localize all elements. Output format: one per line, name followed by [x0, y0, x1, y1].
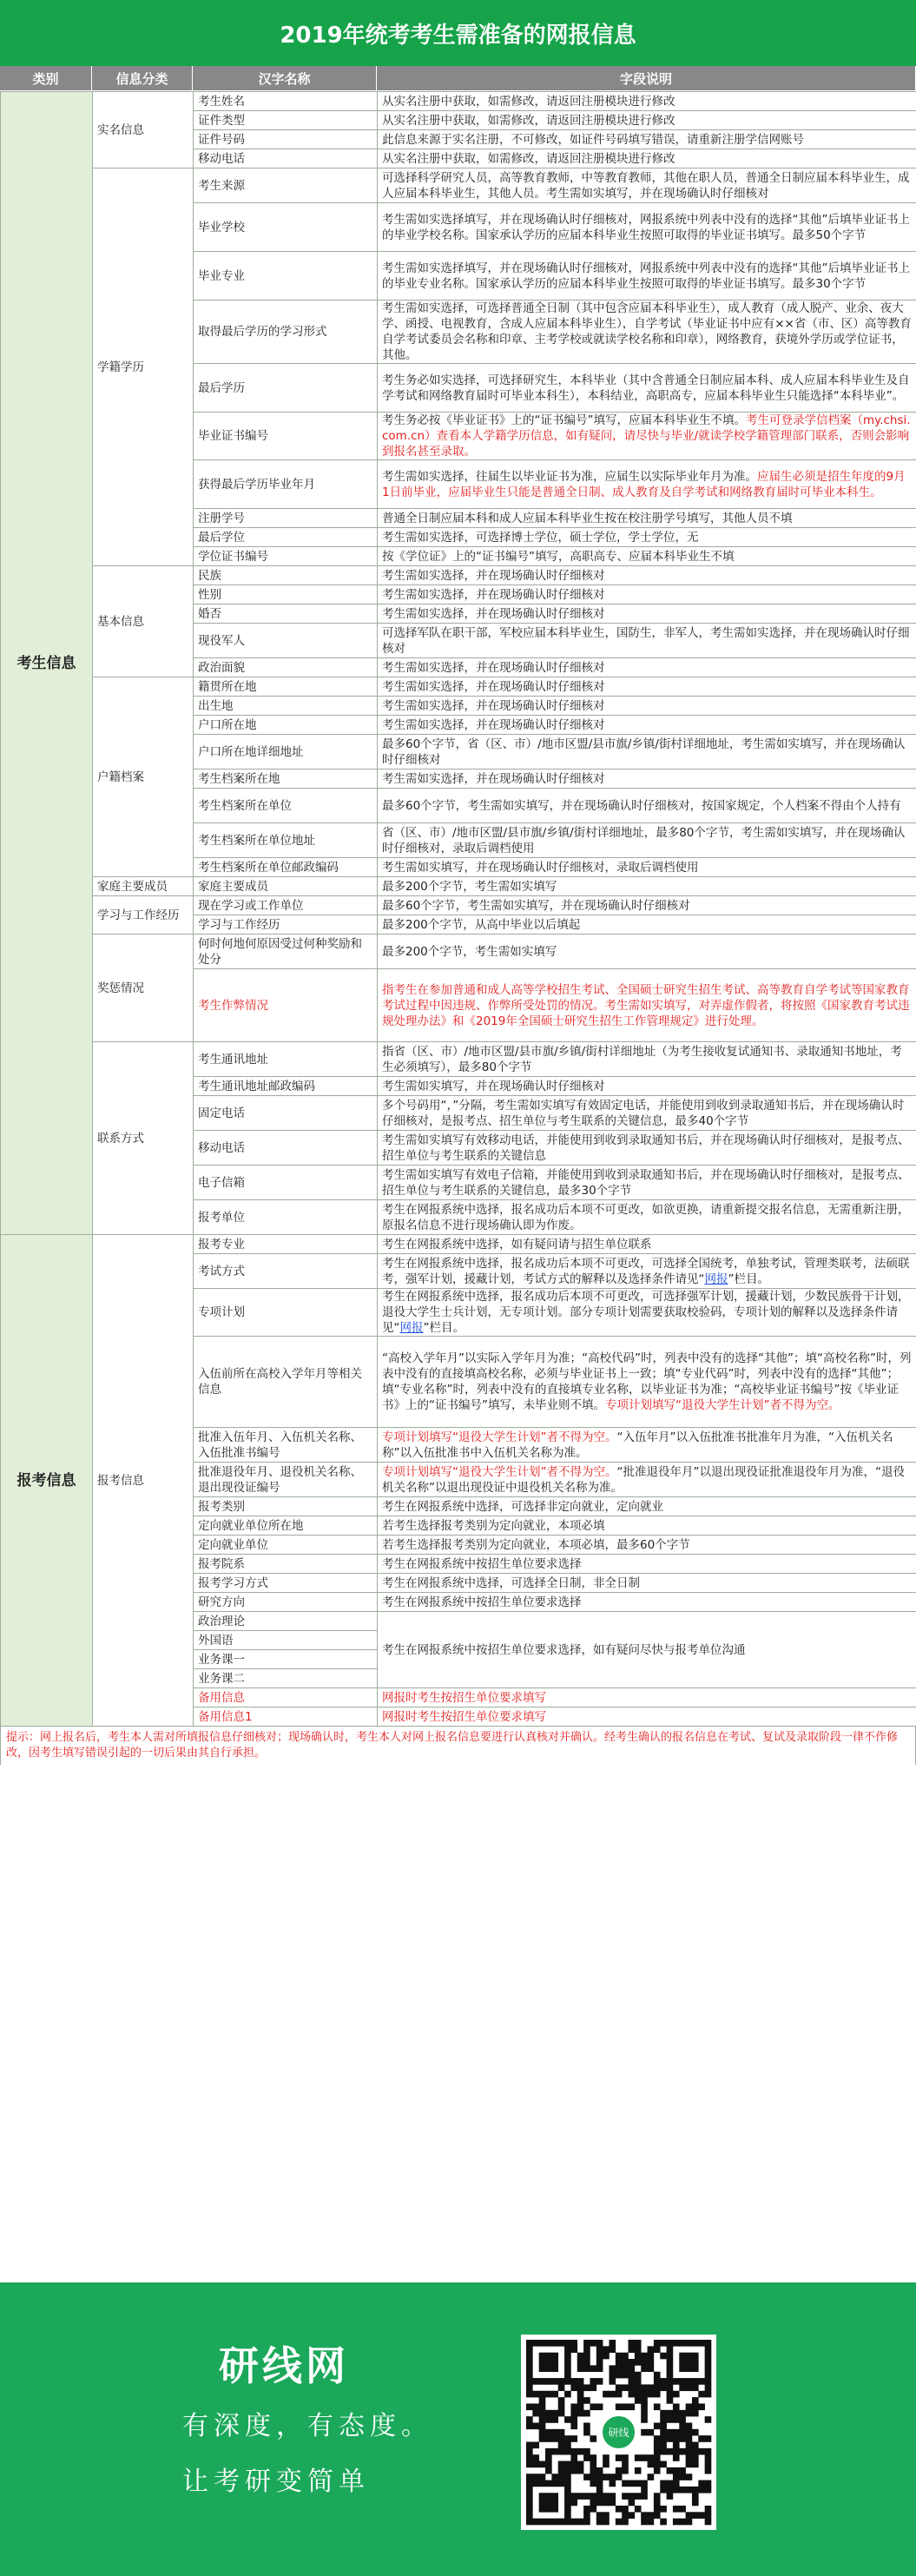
desc-text: 考生需如实选择，并在现场确认时仔细核对 — [382, 660, 605, 675]
field-name: 婚否 — [194, 604, 378, 624]
field-name: 取得最后学历的学习形式 — [194, 301, 378, 364]
field-name: 定向就业单位所在地 — [194, 1516, 378, 1536]
field-desc — [378, 935, 916, 969]
qr-code-image — [521, 2335, 716, 2530]
desc-text: 可选择科学研究人员，高等教育教师，中等教育教师，其他在职人员，普通全日制应届本科毕业生，成人应届本科毕业生，其他人员。考生需如实填写，并在现场确认时仔细核对 — [382, 170, 910, 201]
field-desc — [378, 1235, 916, 1254]
field-name: 报考学习方式 — [194, 1574, 378, 1593]
desc-text: 可选择军队在职干部，军校应届本科毕业生，国防生，非军人，考生需如实选择，并在现场确认时仔细核对 — [382, 625, 910, 656]
field-name: 政治理论 — [194, 1612, 378, 1631]
field-name: 电子信箱 — [194, 1166, 378, 1200]
field-name: 考生来源 — [194, 168, 378, 203]
field-name: 毕业学校 — [194, 203, 378, 252]
desc-text: 考生需如实选择，并在现场确认时仔细核对 — [382, 698, 605, 713]
desc-text: 考生务必按《毕业证书》上的“证书编号”填写，应届本科毕业生不填。 — [382, 413, 746, 427]
field-desc — [378, 130, 916, 149]
desc-text: 考生需如实选择，并在现场确认时仔细核对 — [382, 717, 605, 732]
desc-text: 考生需如实选择填写，并在现场确认时仔细核对，网报系统中列表中没有的选择“其他”后填毕业证书上的毕业专业名称。国家承认学历的应届本科毕业生按照可取得的毕业证书填写。最多30个字节 — [382, 261, 910, 291]
field-desc — [378, 658, 916, 677]
field-desc — [378, 1200, 916, 1235]
field-desc — [378, 789, 916, 823]
desc-text: 此信息来源于实名注册，不可修改，如证件号码填写错误，请重新注册学信网账号 — [382, 132, 804, 147]
field-desc — [378, 1574, 916, 1593]
field-desc — [378, 1042, 916, 1077]
field-name: 考试方式 — [194, 1254, 378, 1289]
field-desc — [378, 604, 916, 624]
table-header — [0, 66, 916, 91]
page-title: 2019年统考考生需准备的网报信息 — [0, 0, 916, 66]
field-name: 考生姓名 — [194, 92, 378, 111]
desc-red: 指考生在参加普通和成人高等学校招生考试、全国硕士研究生招生考试、高等教育自学考试等国家教育考试过程中因违规、作弊所受处罚的情况。考生需如实填写，对弄虚作假者，将按照《国家教育考试违规处理办法》和《2019年全国硕士研究生招生工作管理规定》进行处理。 — [382, 982, 910, 1028]
desc-red: 考生可登录学信档案（my.chsi.com.cn）查看本人学籍学历信息，如有疑问，请尽快与毕业/就读学校学籍管理部门联系，否则会影响到报名甚至录取。 — [382, 413, 911, 459]
field-desc — [378, 111, 916, 130]
field-name: 考生作弊情况 — [194, 969, 378, 1042]
desc-text: 若考生选择报考类别为定向就业，本项必填 — [382, 1518, 605, 1533]
field-name: 考生通讯地址邮政编码 — [194, 1077, 378, 1096]
field-name: 报考类别 — [194, 1497, 378, 1516]
field-desc — [378, 624, 916, 658]
field-desc — [378, 735, 916, 769]
field-name: 证件号码 — [194, 130, 378, 149]
field-desc — [378, 697, 916, 716]
desc-text: 从实名注册中获取，如需修改，请返回注册模块进行修改 — [382, 113, 675, 128]
desc-text: 多个号码用“，”分隔，考生需如实填写有效固定电话，并能使用到收到录取通知书后，并在现场确认时仔细核对，是报考点、招生单位与考生联系的关键信息，最多40个字节 — [382, 1098, 905, 1128]
field-name: 备用信息1 — [194, 1707, 378, 1727]
field-desc — [378, 1497, 916, 1516]
field-desc — [378, 823, 916, 858]
header-desc: 字段说明 — [377, 66, 916, 90]
field-name: 批准退役年月、退役机关名称、退出现役证编号 — [194, 1463, 378, 1497]
desc-red: 专项计划填写“退役大学生计划”者不得为空。 — [382, 1464, 617, 1479]
group-cell: 奖惩情况 — [93, 935, 194, 1042]
desc-text: 考生需如实填写，并在现场确认时仔细核对 — [382, 1079, 605, 1093]
field-name: 报考单位 — [194, 1200, 378, 1235]
field-desc — [378, 969, 916, 1042]
field-name: 毕业证书编号 — [194, 413, 378, 460]
group-cell: 家庭主要成员 — [93, 877, 194, 896]
group-cell: 报考信息 — [93, 1235, 194, 1727]
header-group: 信息分类 — [92, 66, 193, 90]
wangbao-link[interactable]: 网报 — [704, 1271, 728, 1286]
field-desc — [378, 1593, 916, 1612]
desc-text: 考生需如实填写有效移动电话，并能使用到收到录取通知书后，并在现场确认时仔细核对，是报考点、招生单位与考生联系的关键信息 — [382, 1133, 910, 1163]
desc-text: “批准退役年月”以退出现役证批准退役年月为准，“退役机关名称”以退出现役证中退役机关名称为准。 — [382, 1464, 905, 1495]
desc-text: 考生需如实选择，并在现场确认时仔细核对 — [382, 771, 605, 786]
field-name: 入伍前所在高校入学年月等相关信息 — [194, 1337, 378, 1428]
field-desc — [378, 677, 916, 697]
desc-red: 网报时考生按招生单位要求填写 — [382, 1690, 546, 1705]
desc-text-tail: ”栏目。 — [423, 1321, 465, 1335]
info-table — [0, 91, 916, 1727]
table-row — [1, 92, 916, 111]
field-desc — [378, 1428, 916, 1463]
field-name: 户口所在地详细地址 — [194, 735, 378, 769]
field-name: 报考专业 — [194, 1235, 378, 1254]
desc-text: 考生需如实选择，可选择普通全日制（其中包含应届本科毕业生），成人教育（成人脱产、业余、夜大学、函授、电视教育，含成人应届本科毕业生），自学考试（毕业证书中应有××省（市、区）高等教育自学考试委员会名称和印章、主考学校或就读学校名称和印章），网络教育，获境外学历或学位证书，其他。 — [382, 301, 912, 362]
desc-text: 最多200个字节，考生需如实填写 — [382, 944, 557, 959]
desc-text: 考生需如实填写，并在现场确认时仔细核对，录取后调档使用 — [382, 860, 699, 875]
desc-text: 最多60个字节，考生需如实填写，并在现场确认时仔细核对，按国家规定，个人档案不得由个人持有 — [382, 798, 901, 813]
desc-text: 考生在网报系统中选择，可选择全日制，非全日制 — [382, 1575, 640, 1590]
field-name: 外国语 — [194, 1631, 378, 1650]
header-category: 类别 — [0, 66, 92, 90]
field-name: 定向就业单位 — [194, 1536, 378, 1555]
table-row — [1, 168, 916, 203]
field-desc — [378, 1166, 916, 1200]
table-row — [1, 935, 916, 969]
group-cell: 实名信息 — [93, 92, 194, 168]
field-name: 注册学号 — [194, 509, 378, 528]
desc-text: 考生需如实选择，并在现场确认时仔细核对 — [382, 587, 605, 602]
field-desc — [378, 896, 916, 915]
slogan-line-2: 让考研变简单 — [182, 2467, 370, 2497]
desc-text: 最多200个字节，考生需如实填写 — [382, 879, 557, 894]
field-name: 移动电话 — [194, 1131, 378, 1166]
desc-red: 专项计划填写“退役大学生计划”者不得为空。 — [605, 1398, 840, 1412]
group-cell: 学习与工作经历 — [93, 896, 194, 935]
field-name: 考生档案所在地 — [194, 769, 378, 789]
field-name: 研究方向 — [194, 1593, 378, 1612]
field-name: 专项计划 — [194, 1289, 378, 1337]
field-desc — [378, 769, 916, 789]
desc-text: 考生在网报系统中选择，报名成功后本项不可更改，可选择全国统考，单独考试，管理类联考，法硕联考，强军计划，援藏计划，考试方式的解释以及选择条件请见“ — [382, 1256, 910, 1286]
field-desc — [378, 1077, 916, 1096]
desc-text: 考生在网报系统中选择，可选择非定向就业，定向就业 — [382, 1499, 663, 1514]
desc-text: 若考生选择报考类别为定向就业，本项必填，最多60个字节 — [382, 1537, 690, 1552]
desc-red: 网报时考生按招生单位要求填写 — [382, 1709, 546, 1724]
field-name: 最后学历 — [194, 364, 378, 413]
field-desc — [378, 1289, 916, 1337]
desc-text: 从实名注册中获取，如需修改，请返回注册模块进行修改 — [382, 151, 675, 166]
table-row — [1, 1235, 916, 1254]
field-name: 何时何地何原因受过何种奖励和处分 — [194, 935, 378, 969]
desc-text: 考生在网报系统中选择，报名成功后本项不可更改，如欲更换，请重新提交报名信息，无需重新注册，原报名信息不进行现场确认即为作废。 — [382, 1202, 910, 1232]
desc-text: 考生需如实选择，并在现场确认时仔细核对 — [382, 606, 605, 621]
group-cell: 基本信息 — [93, 566, 194, 677]
desc-text: 最多60个字节，考生需如实填写，并在现场确认时仔细核对 — [382, 898, 690, 913]
field-name: 固定电话 — [194, 1096, 378, 1131]
desc-red: 专项计划填写“退役大学生计划”者不得为空。 — [382, 1430, 617, 1444]
field-name: 业务课二 — [194, 1669, 378, 1688]
category-cell: 考生信息 — [1, 92, 93, 1235]
desc-text: “高校入学年月”以实际入学年月为准；“高校代码”时，列表中没有的选择“其他”；填“高校名称”时，列表中没有的直接填高校名称，必须与毕业证书上一致；填“专业代码”时，列表中没有的选择“其他”；填“专业名称”时，列表中没有的直接填专业名称，以毕业证书为准；“高校毕业证书编号”按《毕业证书》上的“证书编号”填写，未毕业则不填。 — [382, 1351, 912, 1412]
field-name: 考生通讯地址 — [194, 1042, 378, 1077]
table-row — [1, 896, 916, 915]
desc-text: 考生在网报系统中选择，如有疑问请与招生单位联系 — [382, 1237, 652, 1252]
field-desc — [378, 585, 916, 604]
field-desc — [378, 413, 916, 460]
field-name: 现役军人 — [194, 624, 378, 658]
field-desc — [378, 1254, 916, 1289]
field-name: 出生地 — [194, 697, 378, 716]
field-desc — [378, 566, 916, 585]
slogan-line-1: 有深度，有态度。 — [182, 2411, 432, 2441]
qr-code[interactable] — [521, 2335, 716, 2530]
field-name: 备用信息 — [194, 1688, 378, 1707]
group-cell: 户籍档案 — [93, 677, 194, 877]
desc-text: 考生务必如实选择，可选择研究生，本科毕业（其中含普通全日制应届本科、成人应届本科毕业生及自学考试和网络教育届时可毕业本科生），本科结业，高职高专，应届本科毕业生只能选择“本科毕业”。 — [382, 373, 910, 403]
desc-text: 考生需如实选择，往届生以毕业证书为准，应届生以实际毕业年月为准。 — [382, 469, 757, 484]
field-name: 考生档案所在单位 — [194, 789, 378, 823]
desc-text: 普通全日制应届本科和成人应届本科毕业生按在校注册学号填写，其他人员不填 — [382, 511, 793, 525]
field-desc — [378, 301, 916, 364]
field-name: 毕业专业 — [194, 252, 378, 301]
field-desc — [378, 364, 916, 413]
field-name: 籍贯所在地 — [194, 677, 378, 697]
footer-note: 提示：网上报名后，考生本人需对所填报信息仔细核对；现场确认时，考生本人对网上报名信息要进行认真核对并确认。经考生确认的报名信息在考试、复试及录取阶段一律不作修改，因考生填写错误引起的一切后果由其自行承担。 — [0, 1727, 916, 1765]
table-row — [1, 677, 916, 697]
field-name: 报考院系 — [194, 1555, 378, 1574]
field-desc — [378, 509, 916, 528]
field-name: 考生档案所在单位地址 — [194, 823, 378, 858]
desc-text: 考生需如实选择填写，并在现场确认时仔细核对，网报系统中列表中没有的选择“其他”后填毕业证书上的毕业学校名称。国家承认学历的应届本科毕业生按照可取得的毕业证书填写。最多50个字节 — [382, 212, 910, 242]
field-name: 性别 — [194, 585, 378, 604]
desc-text: 指省（区、市）/地市区盟/县市旗/乡镇/街村详细地址（为考生接收复试通知书、录取通知书地址，考生必须填写），最多80个字节 — [382, 1044, 902, 1074]
field-name: 考生档案所在单位邮政编码 — [194, 858, 378, 877]
field-desc — [378, 1516, 916, 1536]
field-desc — [378, 460, 916, 509]
field-name: 业务课一 — [194, 1650, 378, 1669]
field-name: 学习与工作经历 — [194, 915, 378, 935]
promo-banner — [0, 2282, 916, 2576]
field-name: 批准入伍年月、入伍机关名称、入伍批准书编号 — [194, 1428, 378, 1463]
desc-text: 按《学位证》上的“证书编号”填写，高职高专、应届本科毕业生不填 — [382, 549, 735, 564]
field-desc — [378, 528, 916, 547]
field-desc — [378, 1337, 916, 1428]
field-desc — [378, 252, 916, 301]
field-desc — [378, 92, 916, 111]
field-desc — [378, 1463, 916, 1497]
desc-text: 考生需如实选择，并在现场确认时仔细核对 — [382, 568, 605, 583]
desc-text: 考生需如实选择，可选择博士学位，硕士学位，学士学位，无 — [382, 530, 699, 545]
desc-text: 最多60个字节，省（区、市）/地市区盟/县市旗/乡镇/街村详细地址，考生需如实填写，并在现场确认时仔细核对 — [382, 736, 906, 767]
field-desc — [378, 203, 916, 252]
field-desc — [378, 915, 916, 935]
group-cell: 联系方式 — [93, 1042, 194, 1235]
desc-text: 最多200个字节，从高中毕业以后填起 — [382, 917, 581, 932]
field-desc — [378, 1096, 916, 1131]
table-row — [1, 1042, 916, 1077]
field-desc — [378, 877, 916, 896]
field-desc — [378, 1707, 916, 1727]
desc-text: “入伍年月”以入伍批准书批准年月为准，“入伍机关名称”以入伍批准书中入伍机关名称为准。 — [382, 1430, 893, 1460]
desc-text: 考生在网报系统中按招生单位要求选择 — [382, 1556, 582, 1571]
group-cell: 学籍学历 — [93, 168, 194, 566]
category-cell: 报考信息 — [1, 1235, 93, 1727]
wangbao-link[interactable]: 网报 — [399, 1321, 424, 1335]
field-name: 民族 — [194, 566, 378, 585]
desc-text: 考生在网报系统中选择，报名成功后本项不可更改，可选择强军计划，援藏计划，少数民族骨干计划，退役大学生士兵计划，无专项计划。部分专项计划需要获取校验码，专项计划的解释以及选择条件请见“ — [382, 1290, 910, 1335]
field-desc — [378, 1555, 916, 1574]
field-name: 家庭主要成员 — [194, 877, 378, 896]
desc-text: 考生需如实选择，并在现场确认时仔细核对 — [382, 679, 605, 694]
field-name: 证件类型 — [194, 111, 378, 130]
desc-red: 应届生必须是招生年度的9月1日前毕业，应届毕业生只能是普通全日制、成人教育及自学考试和网络教育届时可毕业本科生。 — [382, 469, 906, 499]
logo-badge-label: 研线 — [608, 2427, 629, 2439]
table-row — [1, 877, 916, 896]
brand-name: 研线网 — [219, 2342, 349, 2389]
merged-exam-desc: 考生在网报系统中按招生单位要求选择，如有疑问尽快与报考单位沟通 — [378, 1612, 916, 1688]
desc-text-tail: ”栏目。 — [728, 1271, 769, 1286]
field-name: 获得最后学历毕业年月 — [194, 460, 378, 509]
field-desc — [378, 149, 916, 168]
header-field: 汉字名称 — [193, 66, 377, 90]
table-row — [1, 566, 916, 585]
field-desc — [378, 1536, 916, 1555]
desc-text: 考生在网报系统中按招生单位要求选择 — [382, 1595, 582, 1609]
desc-text: 省（区、市）/地市区盟/县市旗/乡镇/街村详细地址，最多80个字节，考生需如实填写，并在现场确认时仔细核对，录取后调档使用 — [382, 825, 906, 855]
field-desc — [378, 858, 916, 877]
field-desc — [378, 547, 916, 566]
field-name: 现在学习或工作单位 — [194, 896, 378, 915]
field-name: 政治面貌 — [194, 658, 378, 677]
field-desc — [378, 1131, 916, 1166]
field-name: 户口所在地 — [194, 716, 378, 735]
desc-text: 考生需如实填写有效电子信箱，并能使用到收到录取通知书后，并在现场确认时仔细核对，是报考点、招生单位与考生联系的关键信息，最多30个字节 — [382, 1167, 910, 1198]
field-desc — [378, 716, 916, 735]
field-desc — [378, 1688, 916, 1707]
field-name: 学位证书编号 — [194, 547, 378, 566]
field-name: 移动电话 — [194, 149, 378, 168]
desc-text: 从实名注册中获取，如需修改，请返回注册模块进行修改 — [382, 94, 675, 109]
field-desc — [378, 168, 916, 203]
field-name: 最后学位 — [194, 528, 378, 547]
